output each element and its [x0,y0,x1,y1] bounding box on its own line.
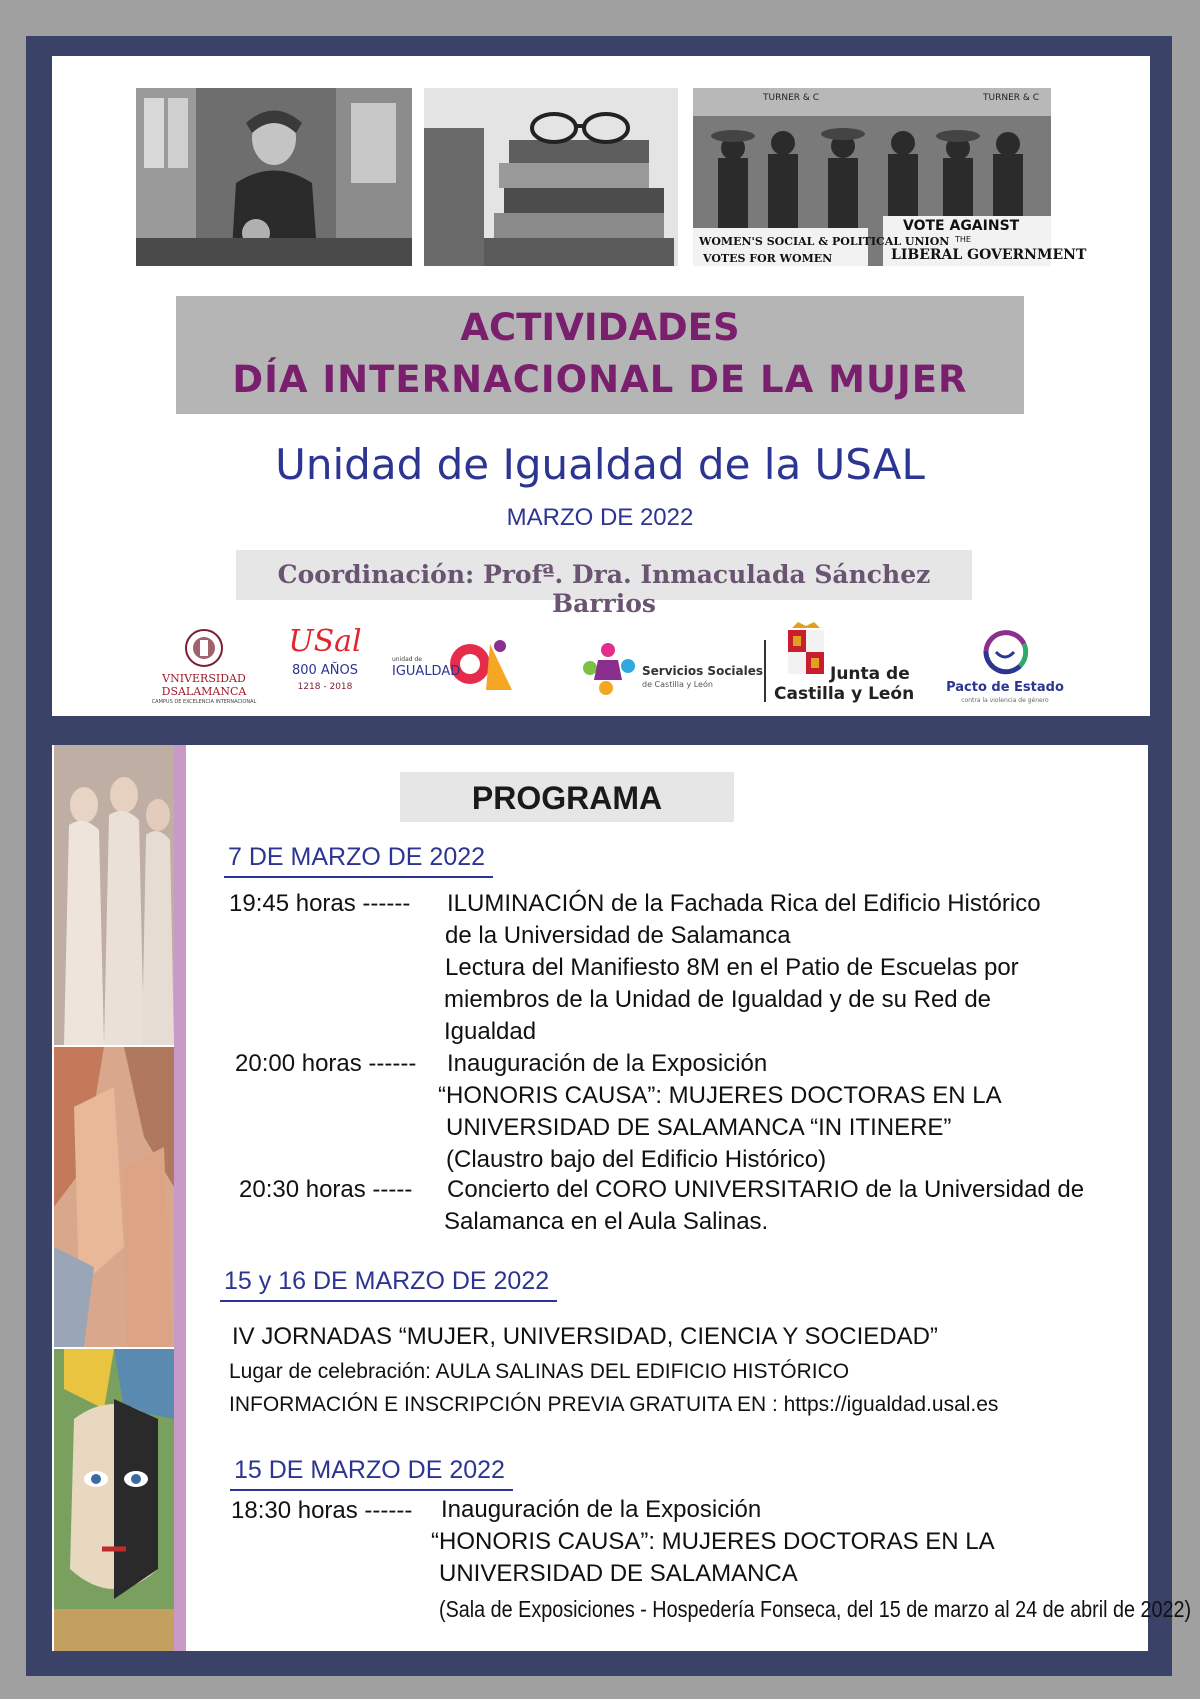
servicios-region: de Castilla y León [642,680,713,689]
coordination-text: Coordinación: Profª. Dra. Inmaculada Sánchez Barrios [277,560,931,618]
banner-vote-against: VOTE AGAINST [903,218,1020,234]
event-1-line-1: ILUMINACIÓN de la Fachada Rica del Edificio Histórico [447,890,1041,917]
date-heading-1: 7 DE MARZO DE 2022 [224,843,493,878]
program-heading-box [400,772,734,822]
event-4-line-3: UNIVERSIDAD DE SALAMANCA [439,1560,798,1587]
servicios-name: Servicios Sociales [642,664,764,678]
event-2-line-4: (Claustro bajo del Edificio Histórico) [446,1146,827,1173]
usal-800-logo [282,622,368,708]
event-2-line-3: UNIVERSIDAD DE SALAMANCA “IN ITINERE” [446,1114,952,1141]
usal-800-years-label: 800 AÑOS [291,663,359,678]
banner-votes-for-women: VOTES FOR WOMEN [703,252,833,265]
unit-title: Unidad de Igualdad de la USAL [275,440,925,489]
month-label: MARZO DE 2022 [506,504,694,531]
usal-800-dates: 1218 - 2018 [297,682,353,692]
event-4-line-1: Inauguración de la Exposición [441,1496,762,1523]
servicios-people-icon [578,640,642,702]
photo-scientist [136,88,412,266]
pacto-estado-logo [942,626,1068,706]
usal-name-2: DSALAMANCA [161,685,247,698]
banner-liberal-government: LIBERAL GOVERNMENT [891,247,1087,263]
igualdad-logo [390,638,520,696]
banner-wspu: WOMEN'S SOCIAL & POLITICAL UNION [699,235,950,248]
date-heading-3: 15 DE MARZO DE 2022 [230,1456,513,1491]
usal-800-mark: USal [288,624,362,659]
igualdad-small-label: unidad de [392,656,422,663]
photo-sign-right: TURNER & C [983,93,1040,103]
side-artwork [52,745,178,1651]
jornadas-title: IV JORNADAS “MUJER, UNIVERSIDAD, CIENCIA Y SOCIEDAD” [232,1323,938,1350]
pacto-circle-icon [942,626,1068,676]
usal-campus: CAMPUS DE EXCELENCIA INTERNACIONAL [151,699,257,705]
art-three-graces [54,745,174,1045]
coordination-box [236,550,972,618]
event-4-line-4: (Sala de Exposiciones - Hospedería Fonseca, del 15 de marzo al 24 de abril de 2022) [439,1596,1192,1622]
program-heading: PROGRAMA [471,780,663,816]
event-1-line-3: Lectura del Manifiesto 8M en el Patio de Escuelas por [445,954,1019,981]
photo-sign-left: TURNER & C [763,93,820,103]
title-day: DÍA INTERNACIONAL DE LA MUJER [232,358,968,401]
event-4-time: 18:30 horas ------ [231,1497,413,1524]
art-demoiselles [54,1047,174,1347]
event-2-time: 20:00 horas ------ [235,1050,417,1077]
event-3-time: 20:30 horas ----- [239,1176,413,1203]
usal-logo [146,628,262,706]
junta-name-1: Junta de [830,664,910,684]
event-3-line-2: Salamanca en el Aula Salinas. [444,1208,769,1235]
event-1-line-4: miembros de la Unidad de Igualdad y de su Red de [444,986,992,1013]
event-4-line-2: “HONORIS CAUSA”: MUJERES DOCTORAS EN LA [431,1528,995,1555]
event-1-line-5: Igualdad [444,1018,537,1045]
igualdad-label: IGUALDAD [392,664,461,679]
date-heading-2: 15 y 16 DE MARZO DE 2022 [220,1267,557,1302]
pacto-name: Pacto de Estado [946,680,1064,695]
event-1-time: 19:45 horas ------ [229,890,411,917]
logo-divider [764,640,766,702]
usal-name-1: VNIVERSIDAD [162,672,246,685]
banner-the: THE [955,235,971,244]
title-box [176,296,1024,414]
jornadas-venue: Lugar de celebración: AULA SALINAS DEL EDIFICIO HISTÓRICO [229,1360,850,1383]
usal-seal-icon [146,628,262,668]
event-2-line-1: Inauguración de la Exposición [447,1050,768,1077]
photo-books [424,88,678,266]
event-2-line-2: “HONORIS CAUSA”: MUJERES DOCTORAS EN LA [438,1082,1002,1109]
junta-name-2: Castilla y León [774,684,915,704]
title-activities: ACTIVIDADES [460,306,740,349]
side-strip [174,745,186,1651]
event-1-line-2: de la Universidad de Salamanca [445,922,791,949]
event-3-line-1: Concierto del CORO UNIVERSITARIO de la Universidad de [447,1176,1085,1203]
junta-logo [772,622,922,706]
jornadas-info: INFORMACIÓN E INSCRIPCIÓN PREVIA GRATUITA EN : https://igualdad.usal.es [229,1393,999,1416]
junta-shield-icon [784,622,828,682]
photo-suffragettes [693,88,1087,266]
servicios-sociales-logo [578,640,764,702]
art-portrait [54,1349,174,1651]
pacto-subtitle: contra la violencia de género [961,697,1049,704]
